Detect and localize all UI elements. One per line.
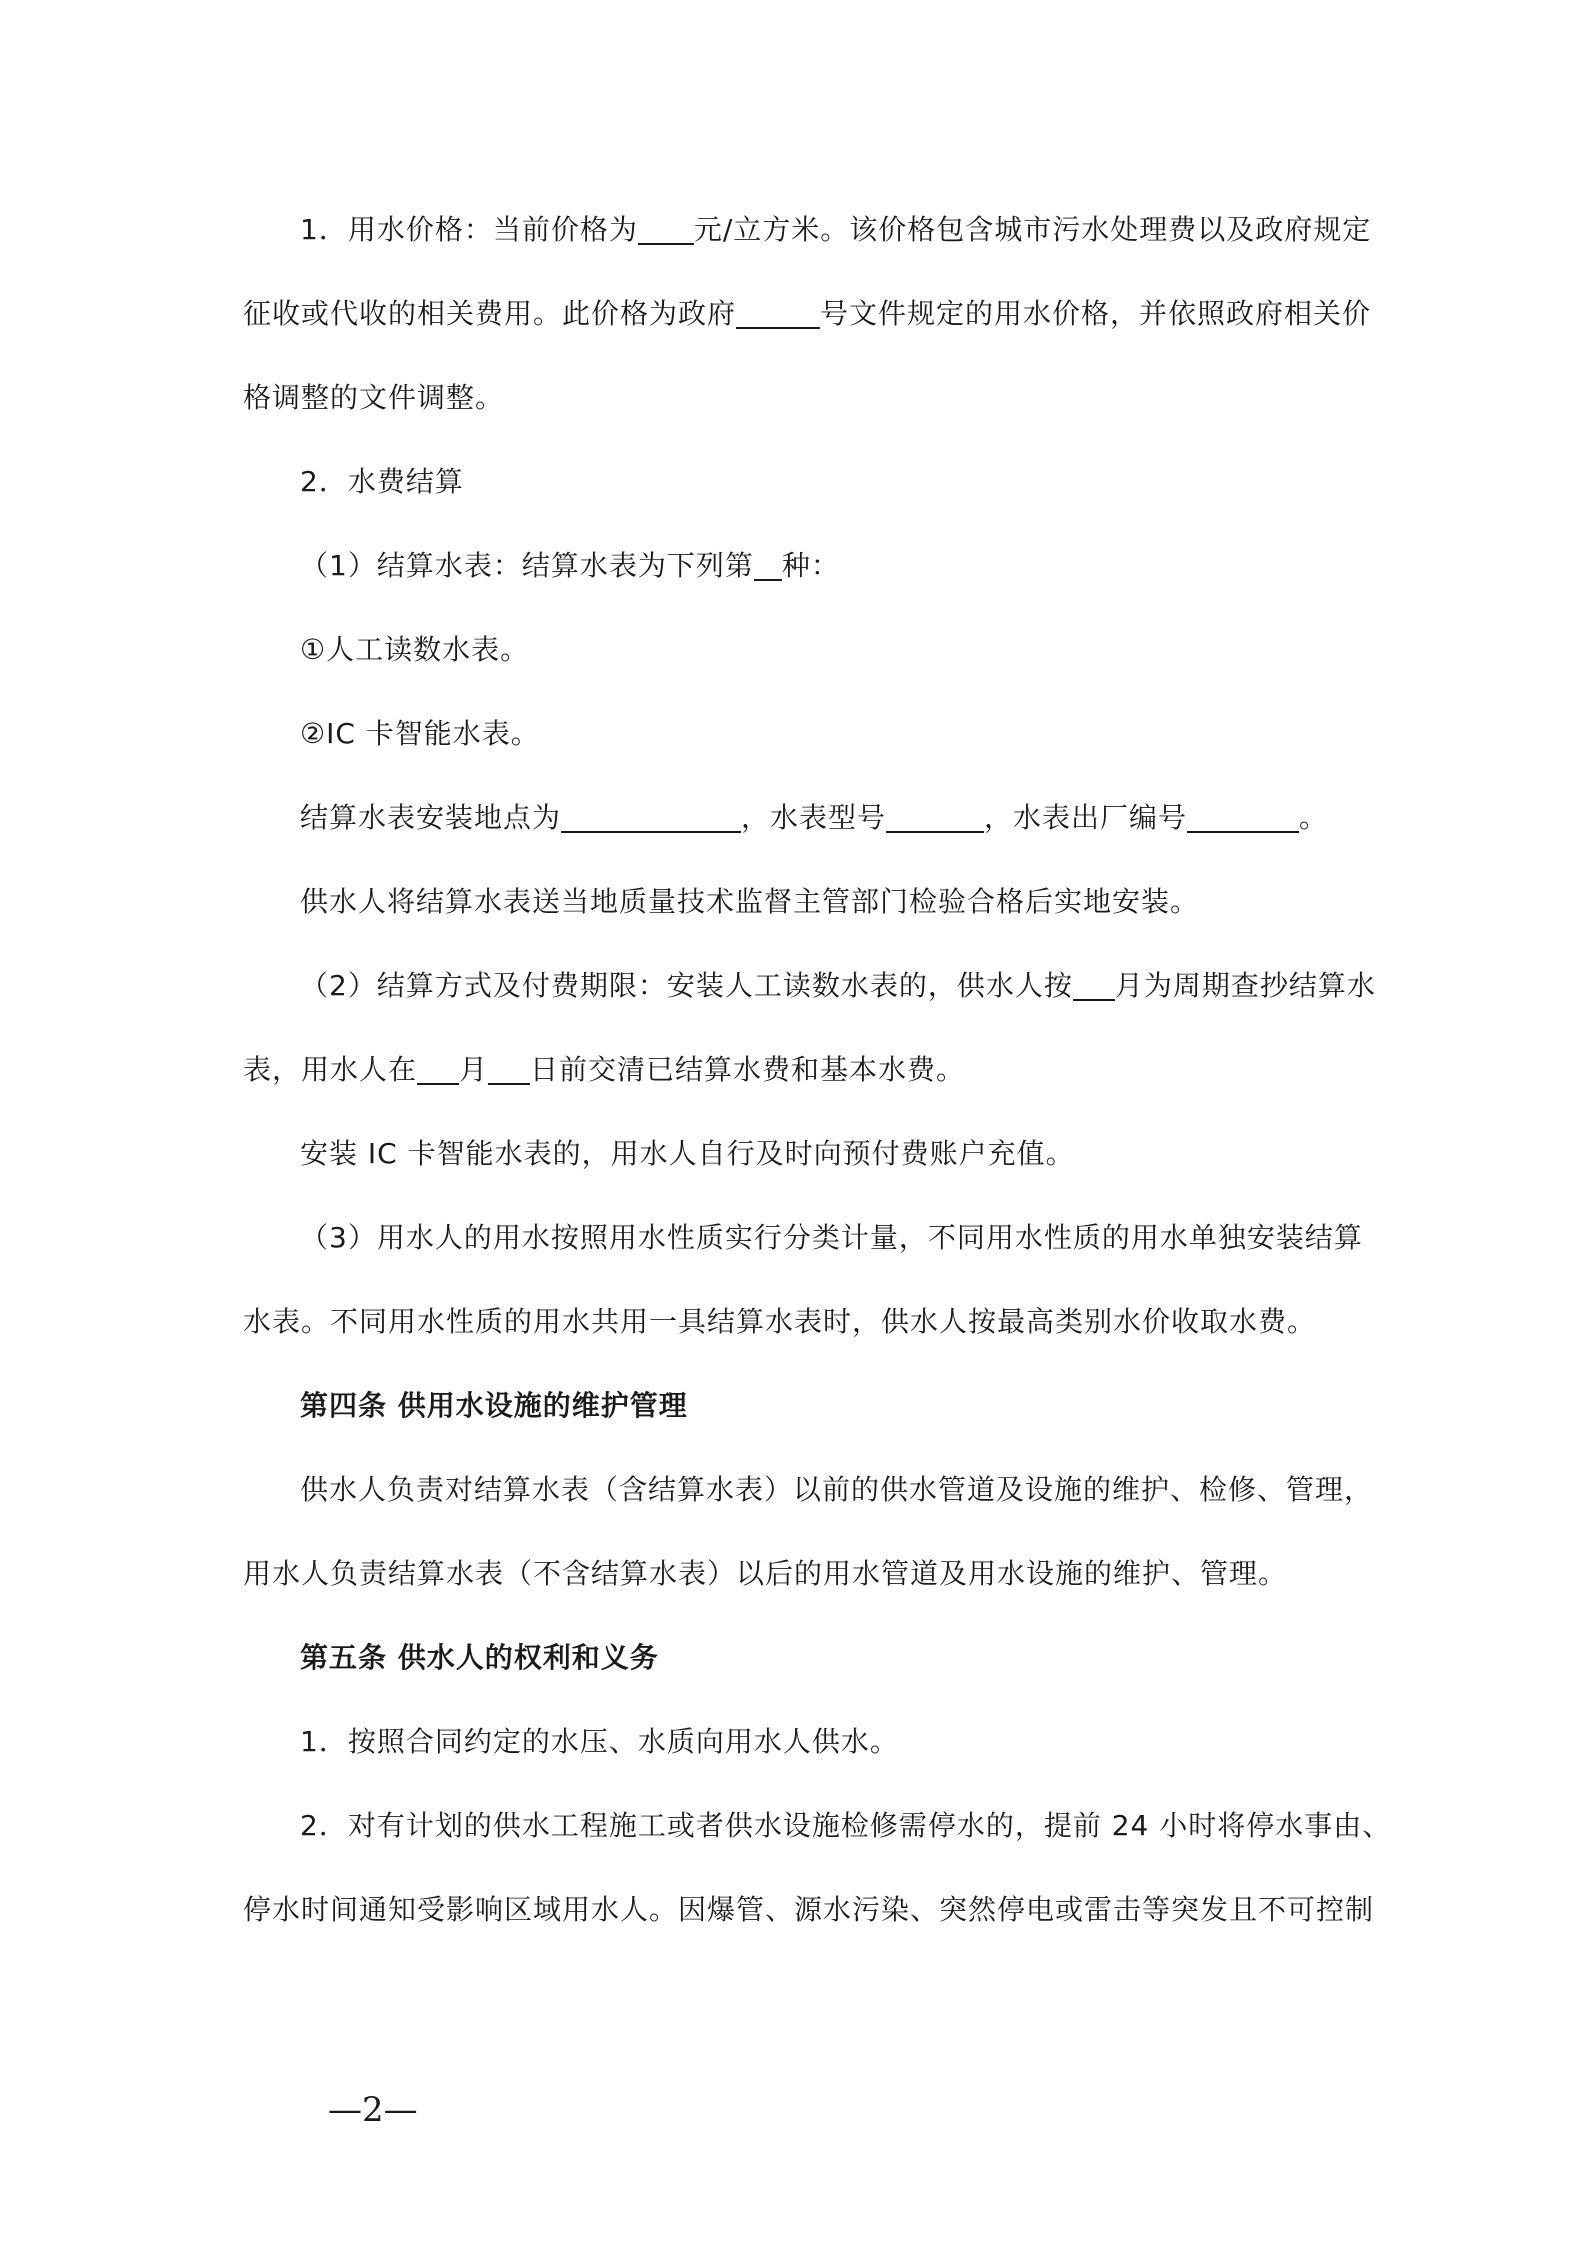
section-fee-settlement: 2．水费结算 <box>300 465 464 498</box>
supplier-duty-1: 1．按照合同约定的水压、水质向用水人供水。 <box>300 1725 899 1758</box>
page-number: —2— <box>328 2090 418 2130</box>
meter-type-blank <box>754 549 782 581</box>
settlement-meter-line: （1）结算水表：结算水表为下列第 种： <box>300 549 840 582</box>
water-price-line-3: 格调整的文件调整。 <box>243 381 505 414</box>
month-blank <box>417 1053 459 1085</box>
meter-inspection-line: 供水人将结算水表送当地质量技术监督主管部门检验合格后实地安装。 <box>300 885 1200 918</box>
maintenance-line-1: 供水人负责对结算水表（含结算水表）以前的供水管道及设施的维护、检修、管理， <box>300 1473 1374 1506</box>
classified-metering-line-1: （3）用水人的用水按照用水性质实行分类计量，不同用水性质的用水单独安装结算 <box>300 1221 1363 1254</box>
install-location-blank <box>561 801 741 833</box>
article-4-heading: 第四条 供用水设施的维护管理 <box>300 1389 688 1422</box>
option-manual-meter: ①人工读数水表。 <box>300 633 530 666</box>
maintenance-line-2: 用水人负责结算水表（不含结算水表）以后的用水管道及用水设施的维护、管理。 <box>243 1557 1288 1590</box>
supplier-duty-2-line-1: 2．对有计划的供水工程施工或者供水设施检修需停水的，提前 24 小时将停水事由、 <box>300 1809 1392 1842</box>
meter-install-line: 结算水表安装地点为 ，水表型号 ，水表出厂编号 。 <box>300 801 1329 834</box>
classified-metering-line-2: 水表。不同用水性质的用水共用一具结算水表时，供水人按最高类别水价收取水费。 <box>243 1305 1317 1338</box>
article-5-heading: 第五条 供水人的权利和义务 <box>300 1641 659 1674</box>
price-blank <box>638 213 694 245</box>
meter-model-blank <box>886 801 984 833</box>
serial-number-blank <box>1187 801 1299 833</box>
document-number-blank <box>736 297 820 329</box>
settlement-method-line-1: （2）结算方式及付费期限：安装人工读数水表的，供水人按 月为周期查抄结算水 <box>300 969 1376 1002</box>
option-ic-card-meter: ②IC 卡智能水表。 <box>300 717 540 750</box>
day-blank <box>488 1053 530 1085</box>
period-months-blank <box>1073 969 1115 1001</box>
water-price-line-2: 征收或代收的相关费用。此价格为政府 号文件规定的用水价格，并依照政府相关价 <box>243 297 1372 330</box>
settlement-method-line-2: 表，用水人在 月 日前交清已结算水费和基本水费。 <box>243 1053 966 1086</box>
ic-card-recharge-line: 安装 IC 卡智能水表的，用水人自行及时向预付费账户充值。 <box>300 1137 1075 1170</box>
water-price-line-1: 1．用水价格：当前价格为 元/立方米。该价格包含城市污水处理费以及政府规定 <box>300 213 1372 246</box>
supplier-duty-2-line-2: 停水时间通知受影响区域用水人。因爆管、源水污染、突然停电或雷击等突发且不可控制 <box>243 1893 1375 1926</box>
